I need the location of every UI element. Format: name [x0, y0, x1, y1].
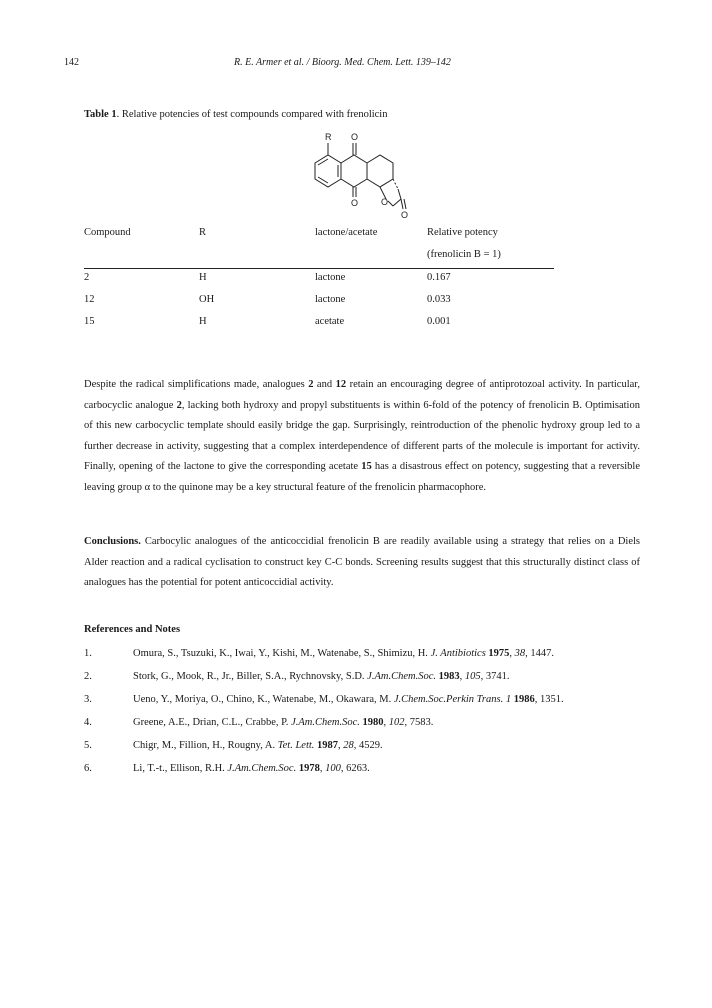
reference-journal: J.Am.Chem.Soc. [227, 763, 297, 774]
reference-pages: 4529. [359, 740, 383, 751]
reference-authors: Stork, G., Mook, R., Jr., Biller, S.A., Rychnovsky, S.D. [133, 671, 368, 682]
column-header-relative-potency: Relative potency [427, 227, 498, 238]
table-cell-potency: 0.033 [427, 294, 451, 305]
table-cell-potency: 0.167 [427, 272, 451, 283]
discussion-text: has a disastrous effect on potency, suggesting that a reversible leaving group α to the quinone may be a key structural feature of the frenolicin pharmacophore. [84, 461, 640, 493]
structure-label-o-carbonyl: O [401, 210, 409, 219]
column-header-potency-reference: (frenolicin B = 1) [427, 249, 501, 260]
structure-label-r: R [325, 132, 332, 142]
reference-journal: J.Am.Chem.Soc. [367, 671, 436, 682]
conclusions-paragraph [84, 532, 640, 594]
column-header-lactone-acetate: lactone/acetate [315, 227, 378, 238]
reference-pages: 7583. [409, 717, 434, 728]
reference-number: 6. [84, 763, 92, 774]
reference-journal: Tet. Lett. [277, 740, 315, 751]
column-header-compound: Compound [84, 227, 131, 238]
compound-ref: 15 [361, 461, 372, 472]
table-cell-r: H [199, 272, 207, 283]
reference-authors: Ueno, Y., Moriya, O., Chino, K., Watenabe, M., Okawara, M. [133, 694, 394, 705]
table-header-rule [84, 268, 554, 269]
reference-pages: 1447. [530, 648, 555, 659]
reference-year: 1983 [438, 671, 460, 682]
reference-pages: 1351. [539, 694, 564, 705]
reference-year: 1978 [298, 763, 320, 774]
reference-authors: Chigr, M., Fillion, H., Rougny, A. [133, 740, 278, 751]
table-caption-label: Table 1 [84, 109, 117, 120]
reference-year: 1975 [488, 648, 510, 659]
discussion-text: and [313, 379, 336, 390]
table-caption [84, 109, 387, 120]
conclusions-text: Carbocylic analogues of the anticoccidial frenolicin B are readily available using a strategy that relies on a Diels Alder reaction and a radical cyclisation to construct key C-C bonds. Screening results suggest that this structurally distinct class of analogues has the potential for potent anticoccidial activity. [84, 536, 640, 588]
reference-number: 2. [84, 671, 92, 682]
table-cell-compound: 15 [84, 316, 95, 327]
reference-year: 1980 [362, 717, 384, 728]
reference-authors: Greene, A.E., Drian, C.L., Crabbe, P. [133, 717, 292, 728]
reference-journal: J.Am.Chem.Soc. [291, 717, 360, 728]
reference-authors: Li, T.-t., Ellison, R.H. [133, 763, 228, 774]
reference-journal: J.Chem.Soc.Perkin Trans. 1 [393, 694, 512, 705]
running-head-citation: R. E. Armer et al. / Bioorg. Med. Chem. Lett. 139–142 [234, 57, 451, 68]
reference-number: 1. [84, 648, 92, 659]
page-number: 142 [64, 57, 79, 68]
discussion-text: Despite the radical simplifications made, analogues [84, 379, 309, 390]
compound-ref: 12 [335, 379, 347, 390]
reference-volume: 105 [464, 671, 481, 682]
reference-number: 5. [84, 740, 92, 751]
reference-journal: J. Antibiotics [430, 648, 486, 659]
table-cell-r: H [199, 316, 207, 327]
conclusions-heading: Conclusions. [84, 536, 141, 547]
discussion-text: , lacking both hydroxy and propyl substituents is within 6-fold of the potency of frenolicin B. Optimisation of this new carbocyclic template should easily bridge the gap. Surprisingly, reintroduction of the phenolic hydroxy group led to a further decrease in activity, suggesting that a complex interdependence of different parts of the molecule is important for activity. Finally, opening of the lactone to give the corresponding acetate [84, 399, 640, 472]
table-cell-compound: 12 [84, 294, 95, 305]
reference-authors: Omura, S., Tsuzuki, K., Iwai, Y., Kishi, M., Watenabe, S., Shimizu, H. [133, 648, 431, 659]
reference-volume: 38 [514, 648, 526, 659]
structure-label-o-ring: O [381, 197, 389, 207]
reference-year: 1987 [317, 740, 339, 751]
reference-volume: 102 [388, 717, 405, 728]
table-cell-lactone-acetate: lactone [315, 294, 346, 305]
reference-pages: 3741. [485, 671, 510, 682]
table-cell-lactone-acetate: lactone [315, 272, 346, 283]
table-cell-compound: 2 [84, 272, 90, 283]
reference-year: 1986 [513, 694, 535, 705]
references-heading: References and Notes [84, 624, 181, 635]
table-cell-potency: 0.001 [427, 316, 451, 327]
discussion-paragraph [84, 375, 640, 498]
reference-volume: 28 [343, 740, 354, 751]
frenolicin-analogue-structure [295, 129, 425, 219]
column-header-r: R [199, 227, 207, 238]
structure-label-o-top: O [351, 132, 359, 142]
reference-volume: 100 [325, 763, 341, 774]
table-cell-r: OH [199, 294, 215, 305]
table-caption-text: . Relative potencies of test compounds compared with frenolicin [116, 109, 388, 120]
discussion-text: retain an encouraging degree of antiprotozoal activity. In particular, carbocyclic analogue [84, 379, 640, 411]
reference-pages: 6263. [346, 763, 370, 774]
running-header [64, 57, 644, 73]
compound-ref: 2 [176, 399, 182, 411]
compound-ref: 2 [308, 379, 314, 390]
reference-number: 4. [84, 717, 92, 728]
structure-label-o-bottom: O [351, 198, 359, 208]
reference-number: 3. [84, 694, 92, 705]
table-cell-lactone-acetate: acetate [315, 316, 345, 327]
